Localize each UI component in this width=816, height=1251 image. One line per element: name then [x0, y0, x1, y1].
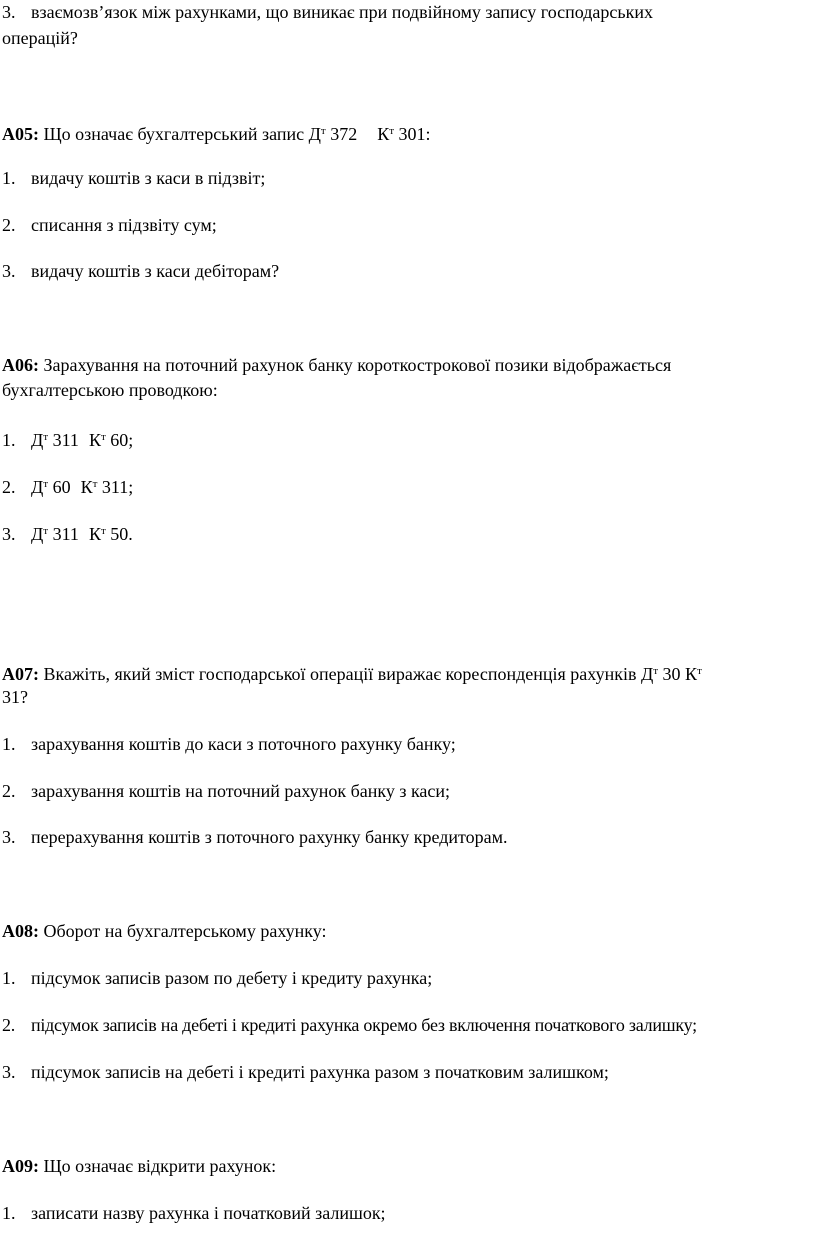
question-prompt: Оборот на бухгалтерському рахунку: [43, 921, 327, 941]
question-id: A05: [2, 124, 39, 144]
option-number: 1. [2, 168, 16, 188]
option-number: 2. [2, 781, 16, 801]
question-a06 [2, 354, 671, 376]
debit-label: Д [31, 524, 44, 544]
list-item [2, 167, 265, 189]
account-text: 30 К [662, 664, 698, 684]
option-number: 2. [2, 477, 16, 497]
debit-label: Д [31, 477, 44, 497]
debit-superscript: т [320, 125, 326, 137]
option-number: 1. [2, 430, 16, 450]
option-text: підсумок записів разом по дебету і кредиту рахунка; [31, 968, 433, 988]
question-prompt: Що означає відкрити рахунок: [43, 1156, 277, 1176]
option-text: взаємозв’язок між рахунками, що виникає при подвійному запису господарських [31, 2, 653, 22]
question-id: A09: [2, 1156, 39, 1176]
question-a08 [2, 920, 327, 942]
credit-superscript: т [697, 665, 702, 677]
option-text: підсумок записів на дебеті і кредиті рахунка разом з початковим залишком; [31, 1062, 609, 1082]
credit-account: 50. [110, 524, 133, 544]
list-item [2, 826, 508, 848]
credit-superscript: т [92, 478, 98, 490]
debit-account: 60 [52, 477, 71, 497]
option-text: перерахування коштів з поточного рахунку банку кредиторам. [31, 827, 508, 847]
credit-superscript: т [100, 431, 106, 443]
credit-account: 311; [101, 477, 134, 497]
list-item [2, 1202, 386, 1224]
option-number: 3. [2, 1062, 16, 1082]
debit-account: 311 [52, 430, 79, 450]
credit-superscript: т [100, 525, 106, 537]
option-text: видачу коштів з каси в підзвіт; [31, 168, 266, 188]
debit-label: Д [31, 430, 44, 450]
credit-label: К [80, 477, 93, 497]
option-text: зарахування коштів на поточний рахунок банку з каси; [31, 781, 451, 801]
option-text-continued: операцій? [2, 28, 78, 48]
option-number: 3. [2, 2, 16, 22]
credit-label: К [88, 430, 101, 450]
debit-account: 372 [330, 124, 358, 144]
debit-superscript: т [43, 525, 49, 537]
option-number: 3. [2, 261, 16, 281]
option-number: 2. [2, 215, 16, 235]
list-item [2, 1014, 697, 1036]
list-item [2, 780, 450, 802]
list-item [2, 733, 456, 755]
option-text: зарахування коштів до каси з поточного рахунку банку; [31, 734, 456, 754]
credit-account: 301: [398, 124, 431, 144]
question-a05 [2, 120, 431, 145]
option-text: списання з підзвіту сум; [31, 215, 217, 235]
question-a07 [2, 660, 702, 685]
question-id: A08: [2, 921, 39, 941]
debit-superscript: т [653, 665, 659, 677]
option-text: підсумок записів на дебеті і кредиті рахунка окремо без включення початкового залишку; [31, 1015, 697, 1035]
credit-superscript: т [389, 125, 395, 137]
intro-option-line1 [2, 1, 653, 23]
question-id: A06: [2, 355, 39, 375]
credit-label: К [377, 124, 390, 144]
question-a07-line2 [2, 686, 28, 708]
question-prompt-continued: бухгалтерською проводкою: [2, 380, 218, 400]
question-prompt: Вкажіть, який зміст господарської операції виражає кореспонденція рахунків Д [43, 664, 654, 684]
option-text: записати назву рахунка і початковий залишок; [31, 1203, 386, 1223]
list-item [2, 520, 133, 545]
credit-label: К [88, 524, 101, 544]
list-item [2, 1061, 609, 1083]
intro-option-line2 [2, 27, 78, 49]
credit-account: 60; [110, 430, 134, 450]
question-id: A07: [2, 664, 39, 684]
debit-account: 311 [52, 524, 79, 544]
option-number: 3. [2, 827, 16, 847]
option-number: 1. [2, 1203, 16, 1223]
list-item [2, 473, 133, 498]
option-number: 1. [2, 734, 16, 754]
option-number: 1. [2, 968, 16, 988]
list-item [2, 967, 432, 989]
question-prompt: Зарахування на поточний рахунок банку короткострокової позики відображається [43, 355, 672, 375]
list-item [2, 260, 279, 282]
debit-superscript: т [43, 431, 49, 443]
question-a09 [2, 1155, 276, 1177]
option-number: 3. [2, 524, 16, 544]
question-a06-line2 [2, 379, 218, 401]
question-prompt: Що означає бухгалтерський запис Д [43, 124, 321, 144]
question-prompt-continued: 31? [2, 687, 28, 707]
list-item [2, 214, 217, 236]
list-item [2, 426, 133, 451]
option-number: 2. [2, 1015, 15, 1035]
option-text: видачу коштів з каси дебіторам? [31, 261, 280, 281]
debit-superscript: т [43, 478, 49, 490]
